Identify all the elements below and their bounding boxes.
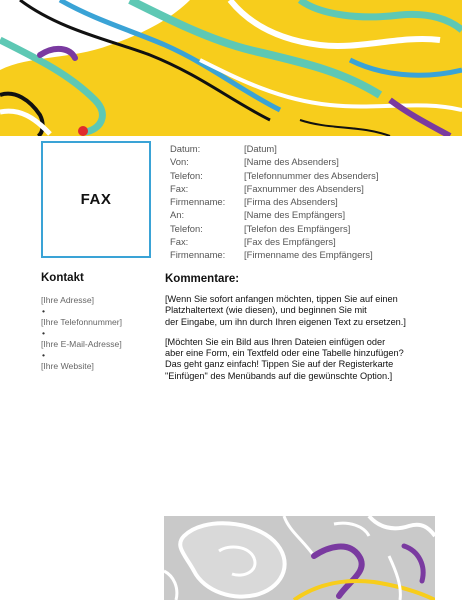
- top-banner-artwork: [0, 0, 462, 136]
- fax-title: FAX: [80, 191, 112, 208]
- contact-website[interactable]: [Ihre Website]: [41, 361, 94, 371]
- info-label: Firmenname:: [170, 196, 226, 208]
- footer-artwork: [164, 516, 435, 600]
- info-row-from: [170, 155, 378, 168]
- sender-recipient-table: [170, 142, 378, 262]
- contact-separator: •: [42, 306, 46, 316]
- info-label: Fax:: [170, 236, 189, 248]
- fax-title-box: [41, 141, 151, 258]
- info-label: An:: [170, 209, 185, 221]
- info-label: Fax:: [170, 182, 189, 194]
- info-row-recipient-phone: [170, 222, 378, 235]
- comments-body: [165, 294, 415, 391]
- info-row-recipient-fax: [170, 235, 378, 248]
- contact-heading: Kontakt: [41, 272, 84, 284]
- info-label: Telefon:: [170, 169, 203, 181]
- info-value[interactable]: [Name des Empfängers]: [244, 209, 346, 221]
- comments-heading: Kommentare:: [165, 273, 240, 285]
- contact-phone[interactable]: [Ihre Telefonnummer]: [41, 317, 123, 327]
- contact-separator: •: [42, 328, 46, 338]
- contact-email[interactable]: [Ihre E-Mail-Adresse]: [41, 339, 122, 349]
- info-row-sender-phone: [170, 169, 378, 182]
- info-label: Von:: [170, 156, 189, 168]
- info-value[interactable]: [Firmenname des Empfängers]: [244, 249, 373, 261]
- info-value[interactable]: [Firma des Absenders]: [244, 196, 338, 208]
- info-label: Datum:: [170, 143, 201, 154]
- info-value[interactable]: [Name des Absenders]: [244, 156, 339, 168]
- info-row-sender-company: [170, 195, 378, 208]
- info-value[interactable]: [Telefon des Empfängers]: [244, 222, 351, 234]
- info-row-date: [170, 142, 378, 155]
- info-value[interactable]: [Telefonnummer des Absenders]: [244, 169, 379, 181]
- info-label: Firmenname:: [170, 249, 226, 261]
- contact-list: [41, 295, 122, 372]
- contact-address[interactable]: [Ihre Adresse]: [41, 295, 95, 305]
- info-row-to: [170, 208, 378, 221]
- info-row-sender-fax: [170, 182, 378, 195]
- info-label: Telefon:: [170, 222, 203, 234]
- info-value[interactable]: [Faxnummer des Absenders]: [244, 182, 364, 194]
- info-value[interactable]: [Datum]: [244, 143, 277, 154]
- info-row-recipient-company: [170, 248, 378, 261]
- comments-paragraph[interactable]: [Möchten Sie ein Bild aus Ihren Dateien einfügen oder aber eine Form, ein Textfeld oder eine Tabelle hinzufügen? Das geht ganz einfach! Tippen Sie auf der Registerkarte "Einfügen" des Menübands auf die gewünschte Option.]: [165, 336, 404, 381]
- contact-separator: •: [42, 350, 46, 360]
- info-value[interactable]: [Fax des Empfängers]: [244, 236, 336, 248]
- comments-paragraph[interactable]: [Wenn Sie sofort anfangen möchten, tippen Sie auf einen Platzhaltertext (wie diesen), und beginnen Sie mit der Eingabe, um ihn durch Ihren eigenen Text zu ersetzen.]: [165, 294, 406, 327]
